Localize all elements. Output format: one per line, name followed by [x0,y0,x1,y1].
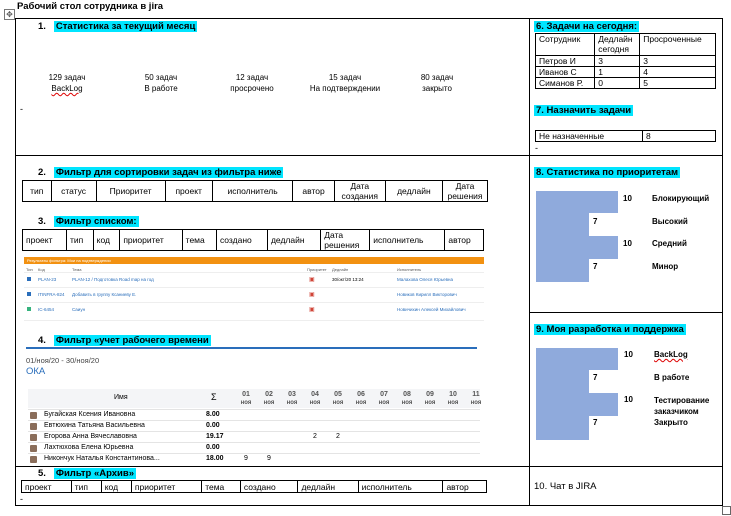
list-col-created[interactable]: создано [216,230,267,251]
dev-value-testing: 10 [624,395,633,404]
timesheet-day-header: 03 ноя [286,391,298,406]
sort-col-assignee[interactable]: исполнитель [212,181,293,202]
timesheet-sum-header: Σ [211,392,217,402]
list-col-resolved[interactable]: Дата решения [321,230,370,251]
move-handle-icon[interactable]: ✥ [4,9,15,20]
dev-value-in-progress: 7 [593,373,598,382]
embedded-row[interactable]: ITINFRA-824 Добавить в группу Ксаниеву Е. ▣ Новиков Кирилл Викторович [24,287,484,302]
dash-marker: - [20,104,23,114]
list-filter-table [22,229,484,251]
list-col-author[interactable]: автор [445,230,484,251]
list-col-assignee[interactable]: исполнитель [370,230,445,251]
section-1-heading: 1. Статистика за текущий месяц [38,21,196,32]
timesheet-name-header: Имя [114,394,128,401]
priority-bar-medium [536,236,618,259]
embedded-column-header: Тип Код Тема Приоритет Дедлайн Исполнитель [26,267,422,272]
archive-col-code[interactable]: код [101,481,131,493]
embedded-row[interactable]: PLAN-23 PLAN-12 / Подготовка Road map на год ▣ 30/окт/20 13:24 Малахова Олеся Юрьевна [24,272,484,287]
timesheet-day-header: 08 ноя [401,391,413,406]
sort-col-author[interactable]: автор [293,181,334,202]
priority-label-medium[interactable]: Средний [652,239,687,248]
priority-label-high[interactable]: Высокий [652,217,688,226]
priority-label-minor[interactable]: Минор [652,262,679,271]
unassigned-count[interactable]: 8 [643,131,716,142]
sort-col-status[interactable]: статус [51,181,96,202]
timesheet-day-header: 10 ноя [447,391,459,406]
timesheet-employee-name[interactable]: Егорова Анна Вячеславовна [44,433,137,440]
timesheet-sum: 19.17 [206,433,224,440]
priority-icon: ▣ [309,292,315,298]
timesheet-sum: 18.00 [206,455,224,462]
unassigned-table [535,130,716,142]
priority-value-high: 7 [593,217,598,226]
priority-icon: ▣ [309,307,315,313]
section-10-heading[interactable]: 10. Чат в JIRA [534,481,597,492]
timesheet-day-header: 02 ноя [263,391,275,406]
dev-bar-closed [536,416,589,440]
embedded-filter-screenshot [24,257,484,321]
priority-value-medium: 10 [623,239,632,248]
stat-pending-confirmation[interactable]: 15 задач На подтверждении [309,73,381,93]
embedded-row[interactable]: IC-6454 Саиун ▣ Новичихин Алексей Михайлович [24,302,484,317]
dev-value-closed: 7 [593,418,598,427]
section-5-heading: 5. Фильтр «Архив» [38,468,135,479]
list-col-priority[interactable]: приоритет [120,230,182,251]
dev-bar-backlog [536,348,618,370]
section-2-heading: 2. Фильтр для сортировки задач из фильтра ниже [38,167,282,178]
today-row[interactable]: Иванов С 1 4 [536,67,716,78]
timesheet-day-value: 9 [267,455,271,462]
avatar [30,423,37,430]
dev-label-closed[interactable]: Закрыто [654,418,688,427]
section-8-heading: 8. Статистика по приоритетам [536,167,679,178]
resize-handle-icon[interactable] [722,506,731,515]
priority-bar-blocker [536,191,618,213]
timesheet-row[interactable] [28,453,480,465]
sort-filter-table [22,180,488,202]
sort-col-deadline[interactable]: дедлайн [385,181,442,202]
archive-col-topic[interactable]: тема [202,481,241,493]
priority-label-blocker[interactable]: Блокирующий [652,194,710,203]
list-col-deadline[interactable]: дедлайн [267,230,320,251]
timesheet-employee-name[interactable]: Никончук Наталья Константинова... [44,455,160,462]
dev-bar-testing [536,393,618,416]
dash-marker: - [20,494,23,504]
today-row[interactable]: Петров И 3 3 [536,56,716,67]
dev-label-in-progress[interactable]: В работе [654,373,690,382]
archive-col-type[interactable]: тип [71,481,101,493]
dev-label-testing[interactable]: Тестирование заказчиком [654,396,710,416]
section-4-underline [26,347,477,349]
timesheet-day-header: 05 ноя [332,391,344,406]
priority-bar-high [536,213,589,236]
today-tasks-table [535,33,716,89]
avatar [30,434,37,441]
list-col-project[interactable]: проект [23,230,67,251]
timesheet-day-header: 07 ноя [378,391,390,406]
timesheet-day-header: 11 ноя [470,391,482,406]
stat-closed[interactable]: 80 задач закрыто [420,73,454,93]
list-col-topic[interactable]: тема [182,230,216,251]
avatar [30,456,37,463]
priority-value-blocker: 10 [623,194,632,203]
timesheet-employee-name[interactable]: Евтюхина Татьяна Васильевна [44,422,145,429]
dev-bar-in-progress [536,370,589,393]
unassigned-row[interactable] [536,131,716,142]
archive-col-created[interactable]: создано [240,481,298,493]
section-7-heading: 7. Назначить задачи [536,105,632,116]
timesheet-sum: 0.00 [206,444,220,451]
archive-col-priority[interactable]: приоритет [131,481,201,493]
dev-label-backlog[interactable]: BackLog [654,350,688,359]
list-col-code[interactable]: код [93,230,120,251]
stat-overdue[interactable]: 12 задач просрочено [230,73,274,93]
timesheet-day-value: 9 [244,455,248,462]
timesheet-day-header: 09 ноя [424,391,436,406]
priority-icon: ▣ [309,277,315,283]
timesheet-day-header: 04 ноя [309,391,321,406]
issue-type-icon [27,277,31,281]
stat-in-progress[interactable]: 50 задач В работе [144,73,178,93]
sort-col-project[interactable]: проект [165,181,212,202]
priority-value-minor: 7 [593,262,598,271]
dash-marker: - [535,143,538,153]
list-col-type[interactable]: тип [67,230,94,251]
timesheet-table [28,389,480,467]
timesheet-period: 01/ноя/20 - 30/ноя/20 [26,356,100,365]
priority-bar-minor [536,259,589,282]
sort-col-priority[interactable]: Приоритет [96,181,165,202]
timesheet-day-value: 2 [336,433,340,440]
issue-type-icon [27,307,31,311]
archive-filter-table [21,480,487,493]
section-6-heading: 6. Задачи на сегодня: [536,21,638,32]
section-9-heading: 9. Моя разработка и поддержка [536,324,684,335]
stat-backlog[interactable]: 129 задач BackLog [48,73,86,93]
archive-col-assignee[interactable]: исполнитель [358,481,443,493]
page-title: Рабочий стол сотрудника в jira [17,1,164,12]
today-header-deadline: Дедлайн сегодня [595,34,640,56]
timesheet-day-header: 01 ноя [240,391,252,406]
sort-col-resolved[interactable]: Дата решения [443,181,488,202]
unassigned-label: Не назначенные [536,131,643,142]
avatar [30,412,37,419]
timesheet-group[interactable]: ОКА [26,366,46,377]
section-3-heading: 3. Фильтр списком: [38,216,137,227]
section-4-heading: 4. Фильтр «учет рабочего времени [38,335,209,346]
today-header-overdue: Просроченные [640,34,716,56]
avatar [30,445,37,452]
archive-col-author[interactable]: автор [443,481,487,493]
today-row[interactable]: Симанов Р. 0 5 [536,78,716,89]
embedded-header-bar: Результаты фильтра: Мои на подтверждении [24,257,484,264]
timesheet-employee-name[interactable]: Бугайская Ксения Ивановна [44,411,136,418]
timesheet-day-header: 06 ноя [355,391,367,406]
sort-col-created[interactable]: Дата создания [334,181,385,202]
archive-col-deadline[interactable]: дедлайн [298,481,358,493]
timesheet-sum: 8.00 [206,411,220,418]
timesheet-employee-name[interactable]: Лахтюхова Елена Юрьевна [44,444,134,451]
dev-value-backlog: 10 [624,350,633,359]
timesheet-sum: 0.00 [206,422,220,429]
issue-type-icon [27,292,31,296]
archive-col-project[interactable]: проект [22,481,72,493]
timesheet-day-value: 2 [313,433,317,440]
today-header-employee: Сотрудник [536,34,595,56]
sort-col-type[interactable]: тип [23,181,52,202]
